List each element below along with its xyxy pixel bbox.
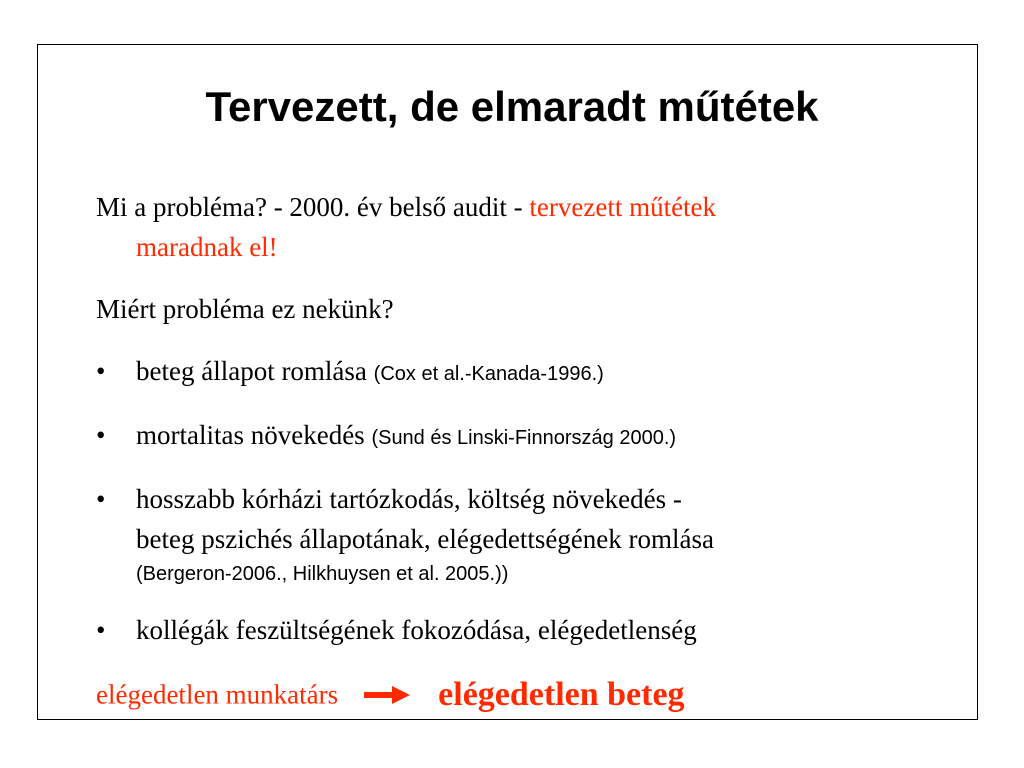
slide-title: Tervezett, de elmaradt műtétek: [205, 83, 819, 130]
bullet-icon: •: [96, 615, 106, 645]
bullet-item: [96, 415, 896, 458]
question-paragraph: Miért probléma ez nekünk?: [96, 294, 394, 324]
citation: (Bergeron-2006., Hilkhuysen et al. 2005.)): [136, 563, 509, 585]
bullet-item: [96, 351, 896, 394]
bullet-text: beteg állapot romlása: [136, 356, 367, 386]
bullet-text: beteg pszichés állapotának, elégedettségének romlása: [136, 524, 714, 554]
conclusion-right: elégedetlen beteg: [438, 676, 685, 713]
bullet-icon: •: [96, 420, 106, 450]
citation: (Sund és Linski-Finnország 2000.): [371, 427, 677, 449]
bullet-icon: •: [96, 356, 106, 386]
conclusion-line: [96, 676, 685, 714]
bullet-text: hosszabb kórházi tartózkodás, költség növekedés -: [136, 484, 682, 514]
conclusion-left: elégedetlen munkatárs: [96, 679, 339, 710]
slide-body: [96, 187, 896, 671]
intro-highlight-1: tervezett műtétek: [529, 192, 717, 222]
bullet-item: [96, 610, 896, 650]
intro-paragraph: [96, 187, 896, 267]
intro-text: Mi a probléma? - 2000. év belső audit -: [96, 192, 530, 222]
bullet-text: mortalitas növekedés: [136, 420, 365, 450]
citation: (Cox et al.-Kanada-1996.): [373, 363, 604, 385]
bullet-icon: •: [96, 484, 106, 514]
intro-highlight-2: maradnak el!: [136, 232, 278, 262]
bullet-item: [96, 479, 896, 589]
bullet-text: kollégák feszültségének fokozódása, elégedetlenség: [136, 615, 697, 645]
arrow-right-icon: [364, 685, 410, 705]
